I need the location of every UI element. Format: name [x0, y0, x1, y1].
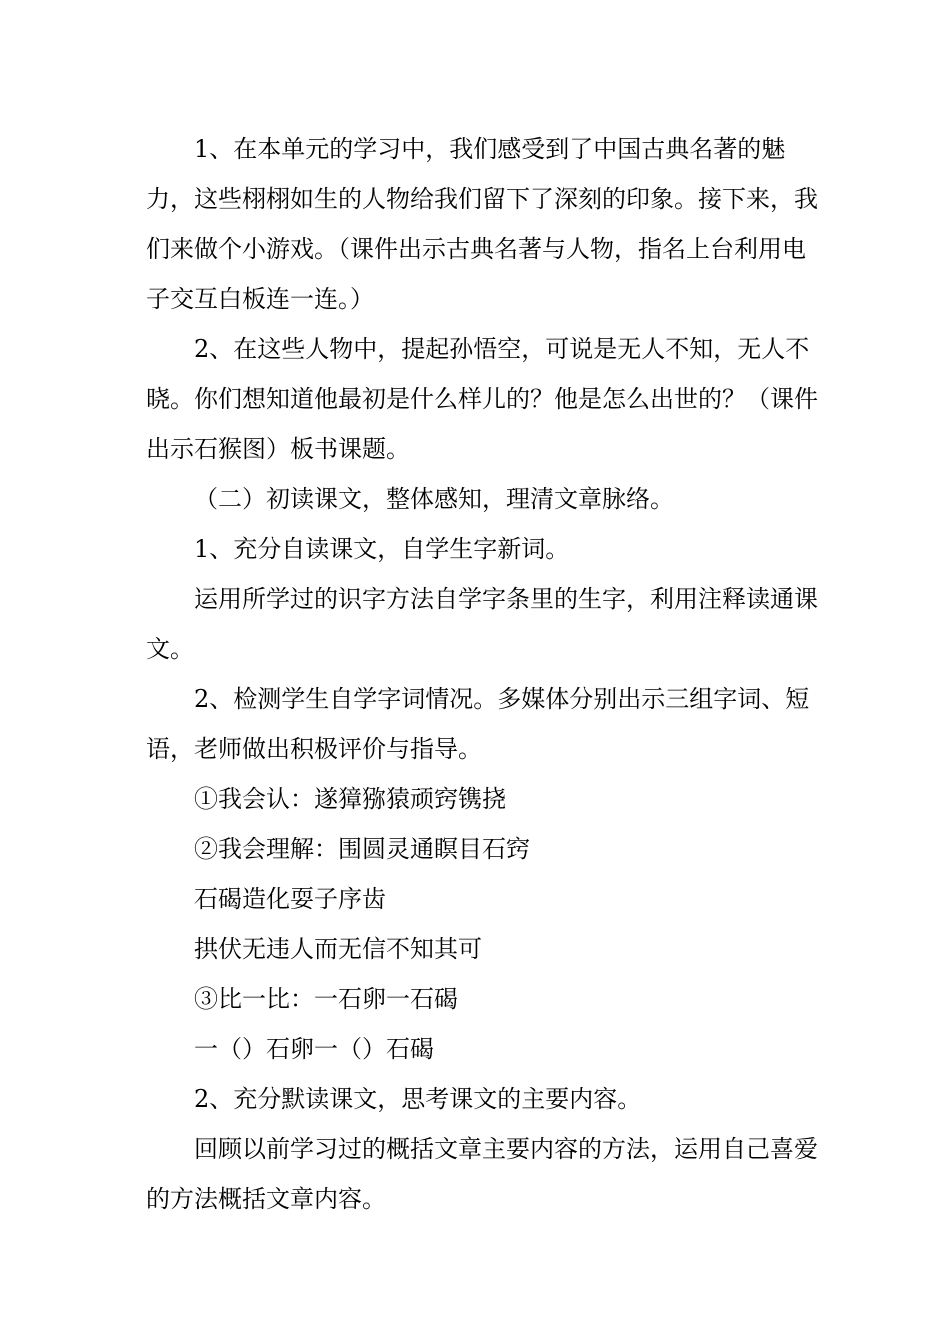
document-body	[146, 124, 826, 1224]
paragraph: 2、充分默读课文，思考课文的主要内容。	[194, 1085, 642, 1113]
paragraph: 2、检测学生自学字词情况。多媒体分别出示三组字词、短语，老师做出积极评价与指导。	[146, 685, 810, 763]
word-list-item: ①我会认：遂獐猕猿顽窍镌挠	[194, 785, 506, 813]
paragraph: 运用所学过的识字方法自学字条里的生字，利用注释读通课文。	[146, 585, 818, 663]
paragraph: 2、在这些人物中，提起孙悟空，可说是无人不知，无人不晓。你们想知道他最初是什么样儿的？他是怎么出世的？（课件出示石猴图）板书课题。	[146, 335, 818, 463]
paragraph: 1、充分自读课文，自学生字新词。	[194, 535, 570, 563]
word-list-item: 石碣造化耍子序齿	[194, 885, 386, 913]
word-list-item: ③比一比：一石卵一石碣	[194, 985, 458, 1013]
paragraph: 回顾以前学习过的概括文章主要内容的方法，运用自己喜爱的方法概括文章内容。	[146, 1135, 818, 1213]
section-heading: （二）初读课文，整体感知，理清文章脉络。	[194, 485, 674, 513]
paragraph: 1、在本单元的学习中，我们感受到了中国古典名著的魅力，这些栩栩如生的人物给我们留下了深刻的印象。接下来，我们来做个小游戏。（课件出示古典名著与人物，指名上台利用电子交互白板连一连。）	[146, 135, 818, 313]
word-list-item: ②我会理解：围圆灵通瞑目石窍	[194, 835, 530, 863]
word-list-item: 拱伏无违人而无信不知其可	[194, 935, 482, 963]
word-list-item: 一（）石卵一（）石碣	[194, 1035, 434, 1063]
